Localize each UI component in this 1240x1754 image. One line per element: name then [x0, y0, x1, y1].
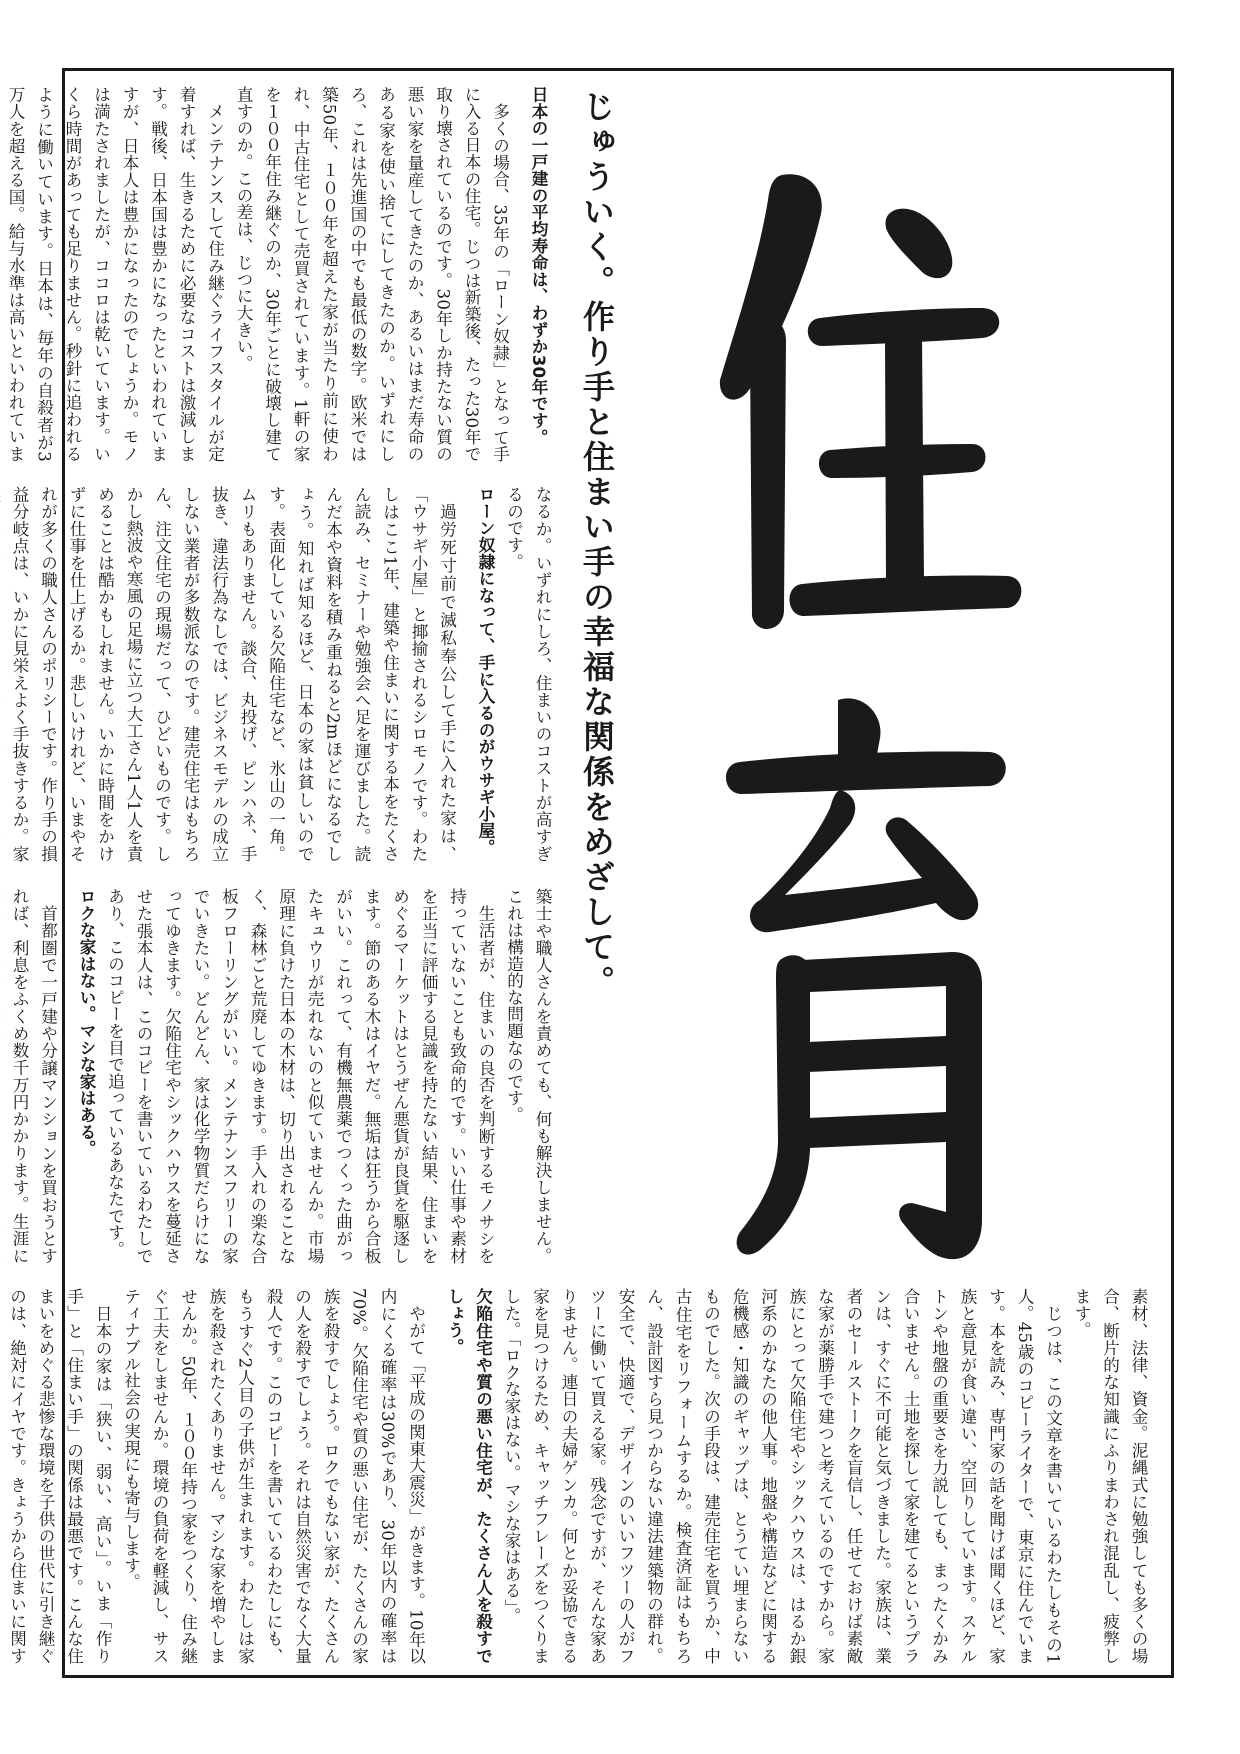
bottom-text-block [7, 1288, 1152, 1664]
middle-heading-1: ローン奴隷になって、手に入るのがウサギ小屋。 [476, 486, 495, 856]
top-paragraph-1: 多くの場合、35年の「ローン奴隷」となって手に入る日本の住宅。じつは新築後、たった30年で取り壊されているのです。30年しか持たない質の悪い家を量産してきたのか、あるいはまだ寿命のある家を使い捨てにしてきたのか。いずれにしろ、これは先進国の中でも最低の数字。欧米では築50年、１００年を超えた家が当たり前に使われ、中古住宅として売買されています。1軒の家を１００年住み継ぐのか、30年ごとに破壊し建て直すのか。この差は、じつに大きい。 [234, 86, 510, 462]
middle-paragraph-3: 生活者が、住まいの良否を判断するモノサシを持っていないことも致命的です。いい仕事や素材を正当に評価する見識を持たない結果、住まいをめぐるマーケットはとうぜん悪貨が良貨を駆逐します。節のある木はイヤだ。無垢は狂うから合板がいい。これって、有機無農薬でつくった曲がったキュウリが売れないのと似ていませんか。市場原理に負けた日本の木材は、切り出されることなく、森林ごと荒廃してゆきます。手入れの楽な合板フローリングがいい。メンテナンスフリーの家でいきたい。どんどん、家は化学物質だらけになってゆきます。欠陥住宅やシックハウスを蔓延させた張本人は、このコピーを書いているわたしであり、このコピーを目で追っているあなたです。 [105, 888, 495, 1264]
middle-text-block-lower [10, 888, 556, 1264]
middle-heading-2: ロクな家はない。マシな家はある。 [77, 888, 96, 1157]
middle-paragraph-1: 過労死寸前で滅私奉公して手に入れた家は、「ウサギ小屋」と揶揄されるシロモノです。わたしはここ1年、建築や住まいに関する本をたくさん読み、セミナーや勉強会へ足を運びました。読んだ本や資料を積み重ねると2mほどになるでしょう。知れば知るほど、日本の家は貧しいのです。表面化している欠陥住宅など、氷山の一角。ムリもありません。談合、丸投げ、ピンハネ、手抜き、違法行為なしでは、ビジネスモデルの成立しない業者が多数派なのです。建売住宅はもちろん、注文住宅の現場だって、ひどいものです。しかし熱波や寒風の足場に立つ大工さん1人1人を責めることは酷かもしれません。いかに時間をかけずに仕事を仕上げるか。悲しいけれど、いまやそれが多くの職人さんのポリシーです。作り手の損益分岐点は、いかに見栄えよく手抜きするか。家 [10, 486, 457, 862]
bottom-heading: 欠陥住宅や質の悪い住宅が、たくさん人を殺すでしょう。 [445, 1288, 493, 1664]
top-paragraph-2: メンテナンスして住み継ぐライフスタイルが定着すれば、生きるために必要なコストは激減します。戦後、日本国は豊かになったといわれていますが、日本人は豊かになったのでしょうか。モノは満たされましたが、ココロは乾いています。いくら時間があっても足りません。秒針に追われるように働いています。日本は、毎年の自殺者が3万人を超える国。給与水準は高いといわれていま [6, 86, 225, 462]
top-heading: 日本の一戸建の平均寿命は、わずか30年です。 [529, 86, 548, 446]
bottom-paragraph-4: 日本の家は「狭い、弱い、高い」。いま「作り手」と「住まい手」の関係は最悪です。こんな住まいをめぐる悲惨な環境を子供の世代に引き継ぐのは、絶対にイヤです。きょうから住まいに関す [7, 1288, 112, 1664]
middle-paragraph-2: 築士や職人さんを責めても、何も解決しません。これは構造的な問題なのです。 [504, 888, 552, 1264]
tagline: じゅういく。作り手と住まい手の幸福な関係をめざして。 [578, 90, 616, 1000]
middle-paragraph-4: 首都圏で一戸建や分譲マンションを買おうとすれば、利息をふくめ数千万円かかります。生涯に [10, 888, 58, 1264]
title-brush-lettering [690, 140, 1020, 1280]
bottom-paragraph-2: じつは、この文章を書いているわたしもその1人。45歳のコピーライターで、東京に住んでいます。本を読み、専門家の話を聞けば聞くほど、家族と意見が食い違い、空回りしています。スケルトンや地盤の重要さを力説しても、まったくかみ合いません。土地を探して家を建てるというプランは、すぐに不可能と気づきました。家族は、業者のセールストークを盲信し、任せておけば素敵な家が薬勝手で建つと考えているのですから。家族にとって欠陥住宅やシックハウスは、はるか銀河系のかなたの他人事。地盤や構造などに関する危機感・知識のギャップは、とうてい埋まらないものでした。次の手段は、建売住宅を買うか、中古住宅をリフォームするか。検査済証はもちろん、設計図すら見つからない違法建築物の群れ。安全で、快適で、デザインのいいフツーの人がフツーに働いて買える家。残念ですが、そんな家ありません。連日の夫婦ゲンカ。何とか妥協できる家を見つけるため、キャッチフレーズをつくりました。「ロクな家はない。マシな家はある」。 [502, 1288, 1063, 1664]
title-char-ju-glyph [720, 174, 1021, 629]
bottom-paragraph-3: やがて「平成の関東大震災」がきます。10年以内にくる確率は30%であり、30年以内の確率は70%。欠陥住宅や質の悪い住宅が、たくさんの家族を殺すでしょう。ロクでもない家が、たくさんの人を殺すでしょう。それは自然災害でなく大量殺人です。このコピーを書いているわたしにも、もうすぐ2人目の子供が生まれます。わたしは家族を殺されたくありません。マシな家を増やしませんか。50年、１００年持つ家をつくり、住み継ぐ工夫をしませんか。環境の負荷を軽減し、サスティナブル社会の実現にも寄与します。 [121, 1288, 426, 1664]
middle-text-block-upper [10, 486, 556, 862]
middle-continuation: なるか。いずれにしろ、住まいのコストが高すぎるのです。 [504, 486, 552, 862]
title-char-iku-glyph [726, 698, 1006, 1259]
top-text-block [6, 86, 552, 462]
bottom-paragraph-1: 素材、法律、資金。泥縄式に勉強しても多くの場合、断片的な知識にふりまわされ混乱し、疲弊します。 [1072, 1288, 1148, 1664]
